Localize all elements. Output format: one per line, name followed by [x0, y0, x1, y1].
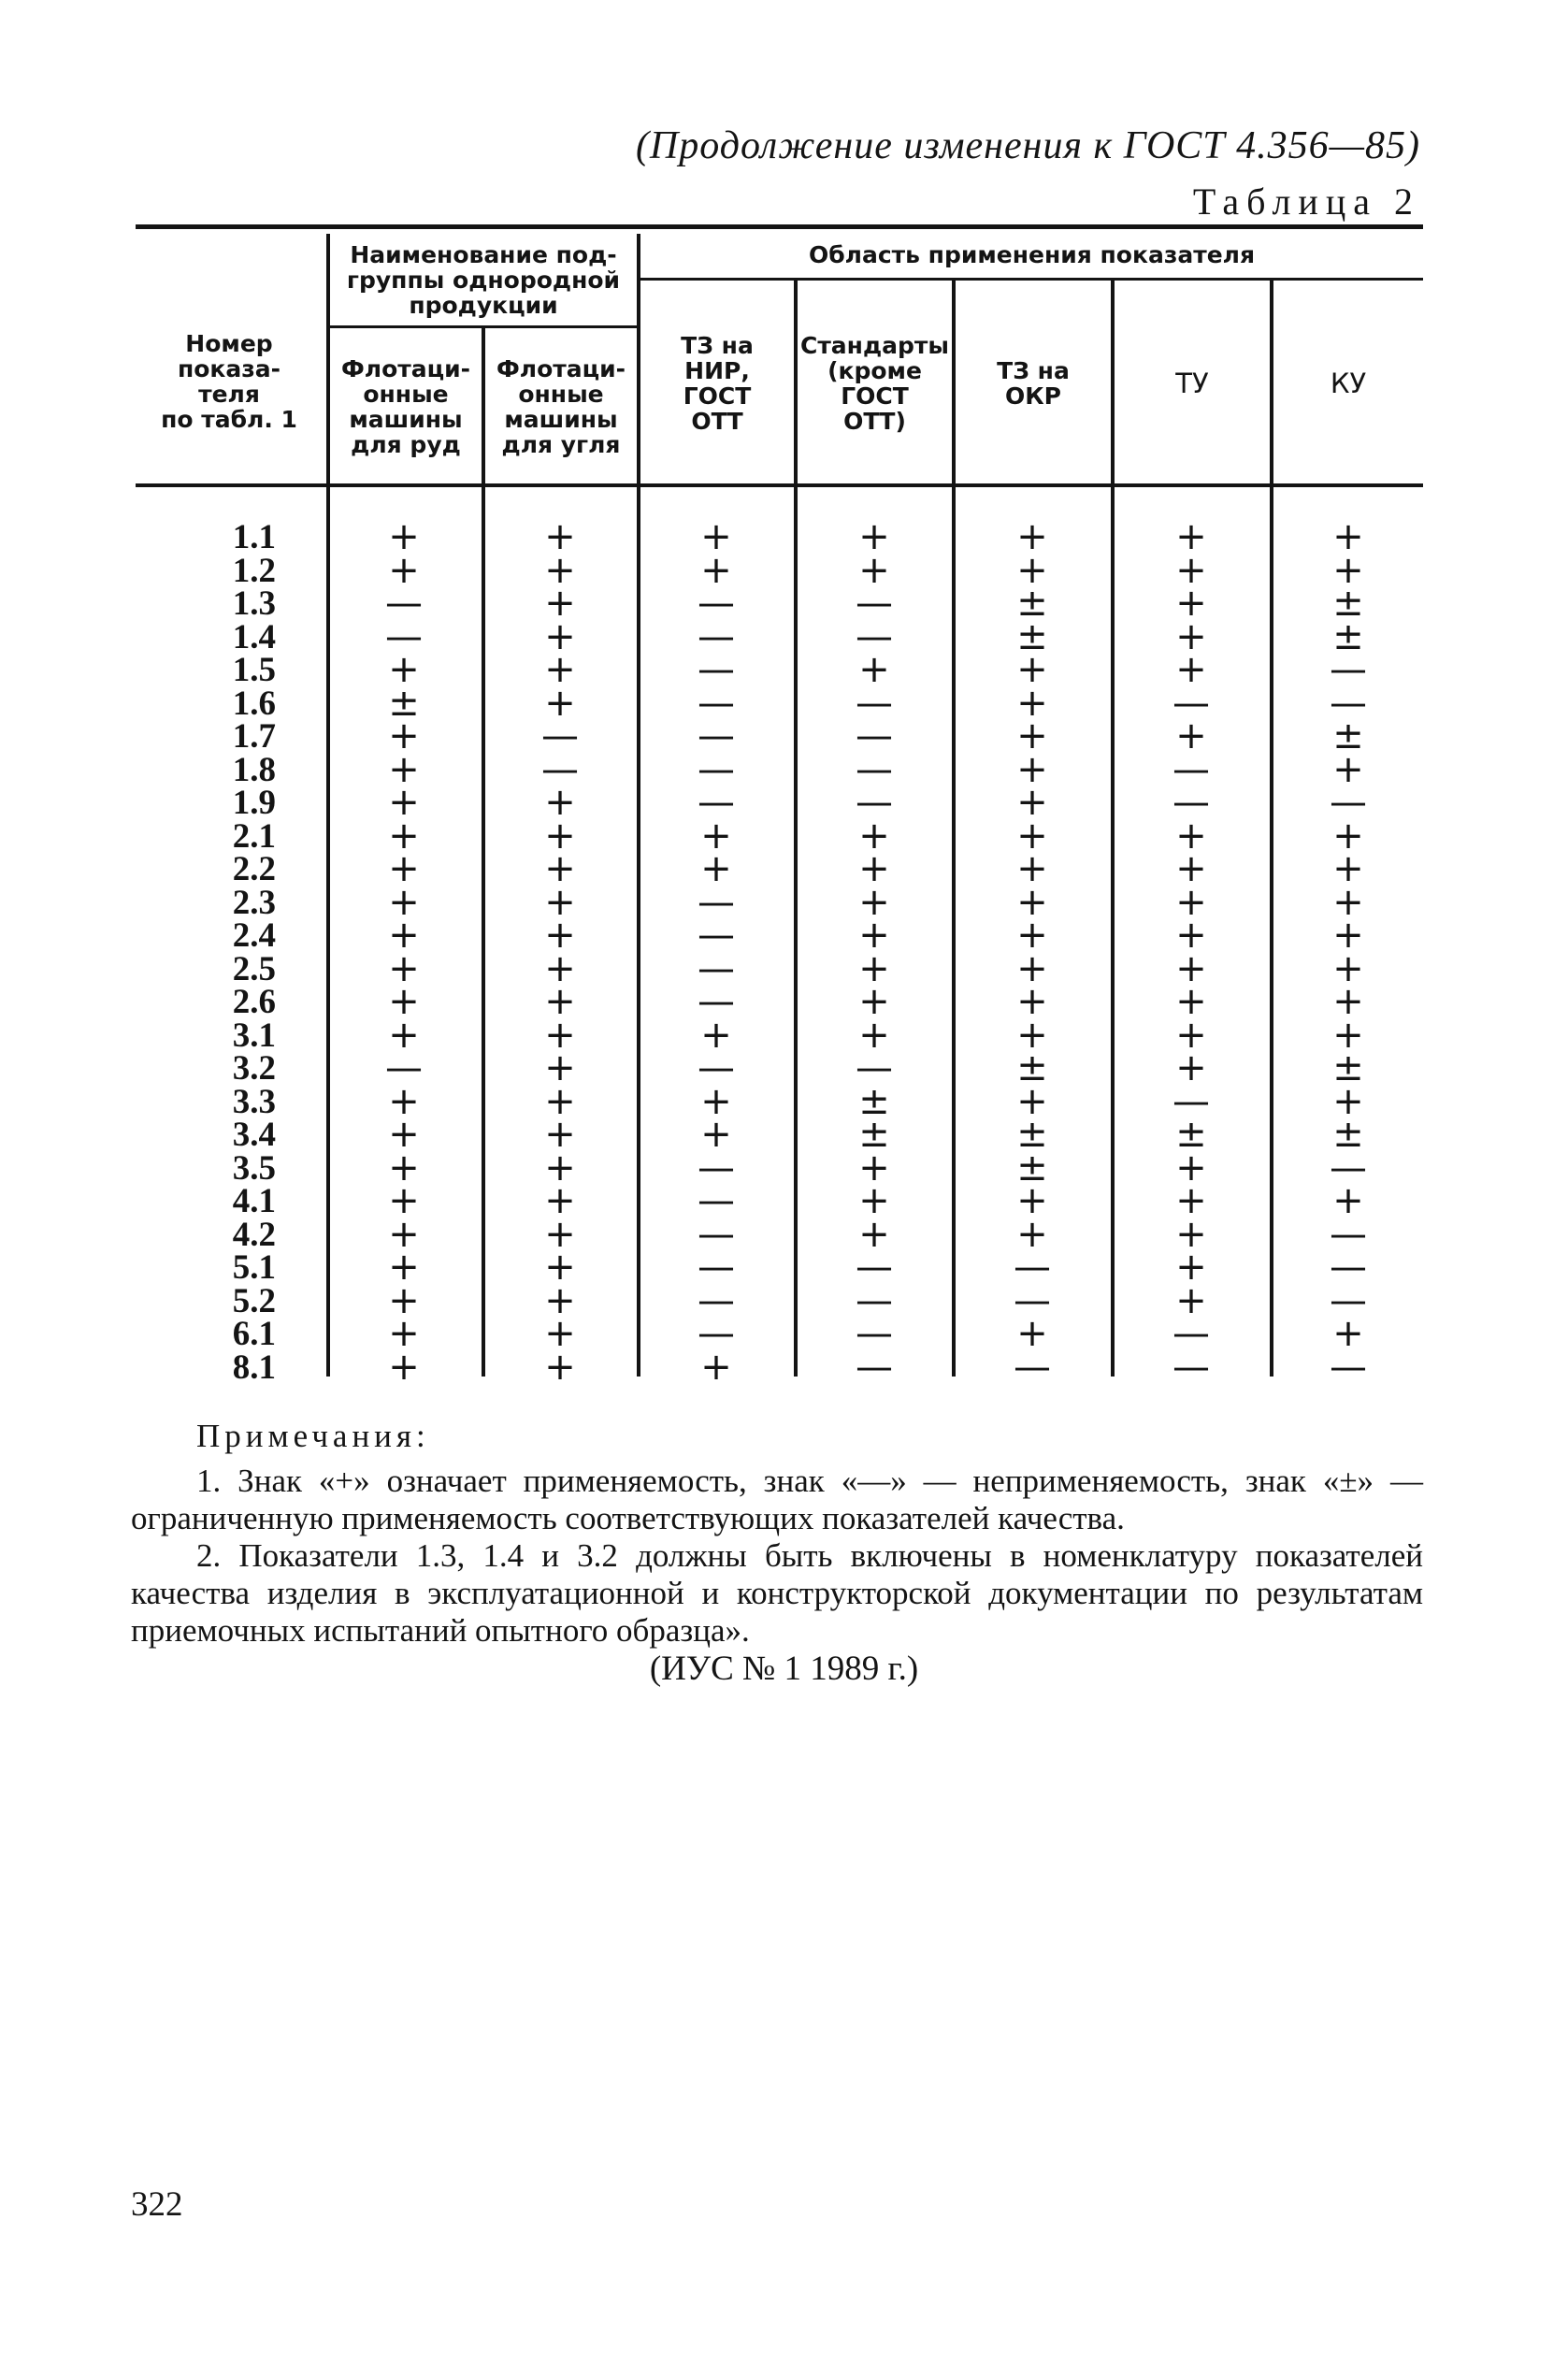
header-row-number: Номер показа- теля по табл. 1 — [161, 329, 297, 433]
table-title: Таблица 2 — [1192, 180, 1420, 223]
applicability-mark: — — [1330, 1278, 1367, 1322]
row-label: 3.5 — [232, 1148, 276, 1188]
applicability-mark: + — [544, 946, 576, 990]
applicability-mark: + — [544, 614, 576, 658]
applicability-mark: — — [856, 681, 893, 725]
row-label: 3.3 — [232, 1082, 276, 1121]
applicability-mark: + — [1016, 1079, 1048, 1123]
applicability-mark: — — [1014, 1278, 1051, 1322]
applicability-mark: + — [388, 814, 420, 858]
applicability-mark: + — [544, 648, 576, 691]
applicability-mark: + — [544, 548, 576, 592]
applicability-mark: ± — [1332, 1046, 1364, 1089]
applicability-mark: — — [698, 582, 735, 625]
row-label: 1.3 — [232, 584, 276, 623]
applicability-mark: + — [1016, 847, 1048, 890]
applicability-mark: + — [1175, 1179, 1207, 1222]
applicability-mark: + — [1016, 1179, 1048, 1222]
applicability-mark: + — [388, 1312, 420, 1355]
applicability-mark: — — [698, 1179, 735, 1222]
applicability-mark: + — [544, 1146, 576, 1189]
applicability-mark: ± — [1016, 1046, 1048, 1089]
applicability-mark: + — [544, 980, 576, 1023]
row-label: 1.6 — [232, 684, 276, 723]
applicability-mark: ± — [1016, 1146, 1048, 1189]
applicability-mark: + — [388, 1345, 420, 1389]
applicability-mark: + — [700, 548, 732, 592]
applicability-mark: + — [1175, 946, 1207, 990]
applicability-mark: ± — [1016, 1113, 1048, 1156]
applicability-mark: + — [1175, 714, 1207, 757]
applicability-mark: — — [1330, 1212, 1367, 1256]
applicability-mark: — — [856, 1246, 893, 1289]
applicability-mark: + — [1016, 681, 1048, 725]
applicability-mark: — — [698, 714, 735, 757]
applicability-mark: + — [1332, 946, 1364, 990]
applicability-mark: + — [1016, 515, 1048, 558]
applicability-mark: + — [858, 914, 890, 957]
applicability-mark: + — [1175, 1146, 1207, 1189]
continuation-heading: (Продолжение изменения к ГОСТ 4.356—85) — [635, 124, 1420, 167]
applicability-mark: — — [856, 614, 893, 658]
row-label: 4.2 — [232, 1215, 276, 1254]
applicability-mark: + — [700, 814, 732, 858]
applicability-mark: + — [858, 1146, 890, 1189]
applicability-mark: + — [700, 1345, 732, 1389]
column-header-tz-okr: ТЗ на ОКР — [997, 357, 1070, 410]
applicability-mark: + — [1332, 914, 1364, 957]
applicability-mark: — — [698, 1212, 735, 1256]
applicability-mark: + — [1175, 914, 1207, 957]
applicability-mark: + — [1016, 814, 1048, 858]
row-label: 3.1 — [232, 1016, 276, 1055]
page-number: 322 — [131, 2185, 183, 2224]
header-subgroup: Наименование под- группы однородной продукции — [346, 240, 621, 319]
applicability-mark: — — [856, 1278, 893, 1322]
applicability-mark: — — [698, 1046, 735, 1089]
applicability-mark: — — [1330, 1345, 1367, 1389]
applicability-mark: + — [388, 946, 420, 990]
applicability-mark: + — [1016, 548, 1048, 592]
applicability-mark: + — [858, 1179, 890, 1222]
applicability-mark: ± — [1016, 614, 1048, 658]
applicability-mark: + — [858, 980, 890, 1023]
applicability-mark: + — [544, 1212, 576, 1256]
row-label: 1.8 — [232, 750, 276, 789]
applicability-mark: — — [856, 582, 893, 625]
applicability-mark: + — [1332, 1179, 1364, 1222]
applicability-mark: — — [1014, 1345, 1051, 1389]
applicability-mark: ± — [858, 1079, 890, 1123]
applicability-mark: — — [698, 914, 735, 957]
applicability-table — [136, 224, 1423, 1389]
applicability-mark: + — [544, 515, 576, 558]
applicability-mark: + — [544, 880, 576, 924]
applicability-mark: — — [1172, 681, 1210, 725]
applicability-mark: — — [856, 1345, 893, 1389]
applicability-mark: — — [1172, 781, 1210, 824]
applicability-mark: + — [858, 515, 890, 558]
applicability-mark: — — [856, 714, 893, 757]
applicability-mark: + — [544, 582, 576, 625]
applicability-mark: — — [856, 1312, 893, 1355]
applicability-mark: — — [1330, 781, 1367, 824]
table-top-rule — [136, 224, 1423, 229]
applicability-mark: + — [388, 1113, 420, 1156]
applicability-mark: — — [385, 614, 423, 658]
note-1: 1. Знак «+» означает применяемость, знак «—» — неприменяемость, знак «±» — ограниченную применяемость соответствующих показателей качества. — [131, 1463, 1423, 1536]
applicability-mark: ± — [1175, 1113, 1207, 1156]
header-scope: Область применения показателя — [808, 240, 1256, 268]
applicability-mark: + — [1332, 747, 1364, 791]
row-label: 2.4 — [232, 916, 276, 955]
applicability-mark: ± — [1332, 614, 1364, 658]
applicability-mark: + — [1016, 747, 1048, 791]
applicability-mark: + — [1175, 814, 1207, 858]
applicability-mark: + — [1016, 980, 1048, 1023]
applicability-mark: + — [544, 814, 576, 858]
applicability-mark: + — [1175, 980, 1207, 1023]
applicability-mark: + — [1332, 980, 1364, 1023]
applicability-mark: + — [544, 681, 576, 725]
applicability-mark: ± — [1332, 582, 1364, 625]
applicability-mark: — — [1330, 681, 1367, 725]
applicability-mark: — — [698, 946, 735, 990]
applicability-mark: + — [1175, 1278, 1207, 1322]
applicability-mark: + — [700, 1013, 732, 1057]
applicability-mark: + — [544, 1179, 576, 1222]
note-2: 2. Показатели 1.3, 1.4 и 3.2 должны быть включены в номенклатуру показателей качества изделия в эксплуатационной и конструкторской документации по результатам приемочных испытаний опытного образца». — [131, 1537, 1423, 1649]
applicability-mark: — — [698, 747, 735, 791]
row-label: 1.5 — [232, 651, 276, 689]
row-label: 4.1 — [232, 1182, 276, 1220]
row-label: 5.2 — [232, 1281, 276, 1320]
applicability-mark: + — [1016, 880, 1048, 924]
applicability-mark: + — [1175, 548, 1207, 592]
applicability-mark: + — [1332, 814, 1364, 858]
applicability-mark: + — [544, 781, 576, 824]
applicability-mark: — — [856, 747, 893, 791]
applicability-mark: — — [1330, 1246, 1367, 1289]
applicability-mark: — — [541, 747, 579, 791]
applicability-mark: + — [1016, 714, 1048, 757]
applicability-mark: — — [698, 880, 735, 924]
applicability-mark: + — [1175, 1046, 1207, 1089]
row-label: 2.6 — [232, 983, 276, 1021]
applicability-mark: + — [1175, 515, 1207, 558]
applicability-mark: — — [385, 1046, 423, 1089]
applicability-mark: + — [388, 880, 420, 924]
applicability-mark: — — [698, 980, 735, 1023]
applicability-mark: — — [1172, 1079, 1210, 1123]
applicability-mark: + — [388, 1013, 420, 1057]
applicability-mark: + — [1332, 880, 1364, 924]
applicability-mark: + — [544, 847, 576, 890]
applicability-mark: — — [698, 1312, 735, 1355]
applicability-mark: + — [1016, 781, 1048, 824]
row-label: 5.1 — [232, 1248, 276, 1287]
applicability-mark: + — [388, 1179, 420, 1222]
scope-rule — [639, 278, 1423, 281]
applicability-mark: — — [1330, 1146, 1367, 1189]
applicability-mark: + — [388, 747, 420, 791]
applicability-mark: + — [544, 1246, 576, 1289]
applicability-mark: + — [388, 914, 420, 957]
applicability-mark: + — [388, 1212, 420, 1256]
applicability-mark: — — [1330, 648, 1367, 691]
applicability-mark: + — [388, 980, 420, 1023]
applicability-mark: + — [1332, 548, 1364, 592]
applicability-mark: — — [1172, 1312, 1210, 1355]
row-label: 1.4 — [232, 617, 276, 656]
applicability-mark: + — [858, 847, 890, 890]
applicability-mark: + — [388, 781, 420, 824]
applicability-mark: + — [1332, 1312, 1364, 1355]
applicability-mark: + — [1016, 946, 1048, 990]
applicability-mark: + — [388, 648, 420, 691]
column-header-coal-machines: Флотаци- онные машины для угля — [496, 355, 626, 458]
applicability-mark: + — [388, 548, 420, 592]
applicability-mark: + — [1175, 648, 1207, 691]
applicability-mark: + — [858, 814, 890, 858]
applicability-mark: — — [698, 781, 735, 824]
applicability-mark: + — [544, 1046, 576, 1089]
applicability-mark: + — [858, 1013, 890, 1057]
applicability-mark: — — [856, 1046, 893, 1089]
applicability-mark: + — [1016, 914, 1048, 957]
applicability-mark: + — [544, 1345, 576, 1389]
applicability-mark: ± — [1332, 714, 1364, 757]
applicability-mark: — — [856, 781, 893, 824]
applicability-mark: + — [544, 1013, 576, 1057]
notes-title: Примечания: — [196, 1418, 430, 1454]
row-label: 2.2 — [232, 850, 276, 888]
applicability-mark: + — [1175, 847, 1207, 890]
row-label: 3.4 — [232, 1116, 276, 1154]
row-label: 3.2 — [232, 1049, 276, 1088]
applicability-mark: + — [858, 1212, 890, 1256]
applicability-mark: — — [698, 648, 735, 691]
applicability-mark: + — [700, 515, 732, 558]
row-label: 8.1 — [232, 1348, 276, 1387]
source-reference: (ИУС № 1 1989 г.) — [649, 1650, 919, 1688]
applicability-mark: + — [858, 946, 890, 990]
applicability-mark: — — [698, 1278, 735, 1322]
column-header-tu: ТУ — [1175, 367, 1209, 399]
applicability-mark: + — [388, 1278, 420, 1322]
applicability-mark: — — [698, 681, 735, 725]
row-label: 1.7 — [232, 717, 276, 756]
applicability-mark: + — [388, 515, 420, 558]
applicability-mark: + — [1175, 880, 1207, 924]
applicability-mark: + — [858, 648, 890, 691]
column-header-ore-machines: Флотаци- онные машины для руд — [340, 355, 471, 458]
applicability-mark: — — [1172, 1345, 1210, 1389]
applicability-mark: + — [544, 1278, 576, 1322]
column-header-tz-nir: ТЗ на НИР, ГОСТ ОТТ — [681, 332, 754, 435]
applicability-mark: + — [388, 714, 420, 757]
applicability-mark: + — [1332, 515, 1364, 558]
applicability-mark: + — [1016, 1212, 1048, 1256]
row-label: 1.1 — [232, 518, 276, 556]
applicability-mark: + — [544, 1113, 576, 1156]
applicability-mark: + — [1175, 582, 1207, 625]
applicability-mark: ± — [858, 1113, 890, 1156]
applicability-mark: + — [388, 1246, 420, 1289]
applicability-mark: + — [858, 880, 890, 924]
applicability-mark: ± — [1332, 1113, 1364, 1156]
applicability-mark: + — [700, 1113, 732, 1156]
applicability-mark: + — [1016, 648, 1048, 691]
row-label: 2.1 — [232, 816, 276, 856]
col-divider-1 — [482, 328, 485, 1377]
applicability-mark: — — [698, 1246, 735, 1289]
applicability-mark: ± — [388, 681, 420, 725]
applicability-mark: + — [1175, 1212, 1207, 1256]
applicability-mark: + — [700, 1079, 732, 1123]
row-label: 1.9 — [232, 784, 276, 822]
applicability-mark: — — [385, 582, 423, 625]
column-header-ku: КУ — [1330, 367, 1367, 399]
applicability-mark: + — [1332, 847, 1364, 890]
row-label: 6.1 — [232, 1315, 276, 1353]
applicability-mark: + — [544, 914, 576, 957]
applicability-mark: + — [858, 548, 890, 592]
applicability-mark: + — [1016, 1013, 1048, 1057]
applicability-mark: — — [1172, 747, 1210, 791]
applicability-mark: + — [388, 847, 420, 890]
applicability-mark: + — [1175, 614, 1207, 658]
row-label: 2.3 — [232, 883, 276, 922]
column-header-standards: Стандарты (кроме ГОСТ ОТТ) — [799, 332, 950, 435]
applicability-mark: + — [388, 1079, 420, 1123]
applicability-mark: + — [1332, 1079, 1364, 1123]
applicability-mark: + — [1332, 1013, 1364, 1057]
applicability-mark: + — [1175, 1013, 1207, 1057]
applicability-mark: ± — [1016, 582, 1048, 625]
applicability-mark: — — [541, 714, 579, 757]
row-label: 1.2 — [232, 551, 276, 590]
applicability-mark: — — [1014, 1246, 1051, 1289]
applicability-mark: — — [698, 1146, 735, 1189]
applicability-mark: + — [1175, 1246, 1207, 1289]
applicability-mark: + — [388, 1146, 420, 1189]
row-label: 2.5 — [232, 949, 276, 988]
applicability-mark: — — [698, 614, 735, 658]
applicability-mark: + — [544, 1079, 576, 1123]
applicability-mark: + — [1016, 1312, 1048, 1355]
applicability-mark: + — [544, 1312, 576, 1355]
applicability-mark: + — [700, 847, 732, 890]
